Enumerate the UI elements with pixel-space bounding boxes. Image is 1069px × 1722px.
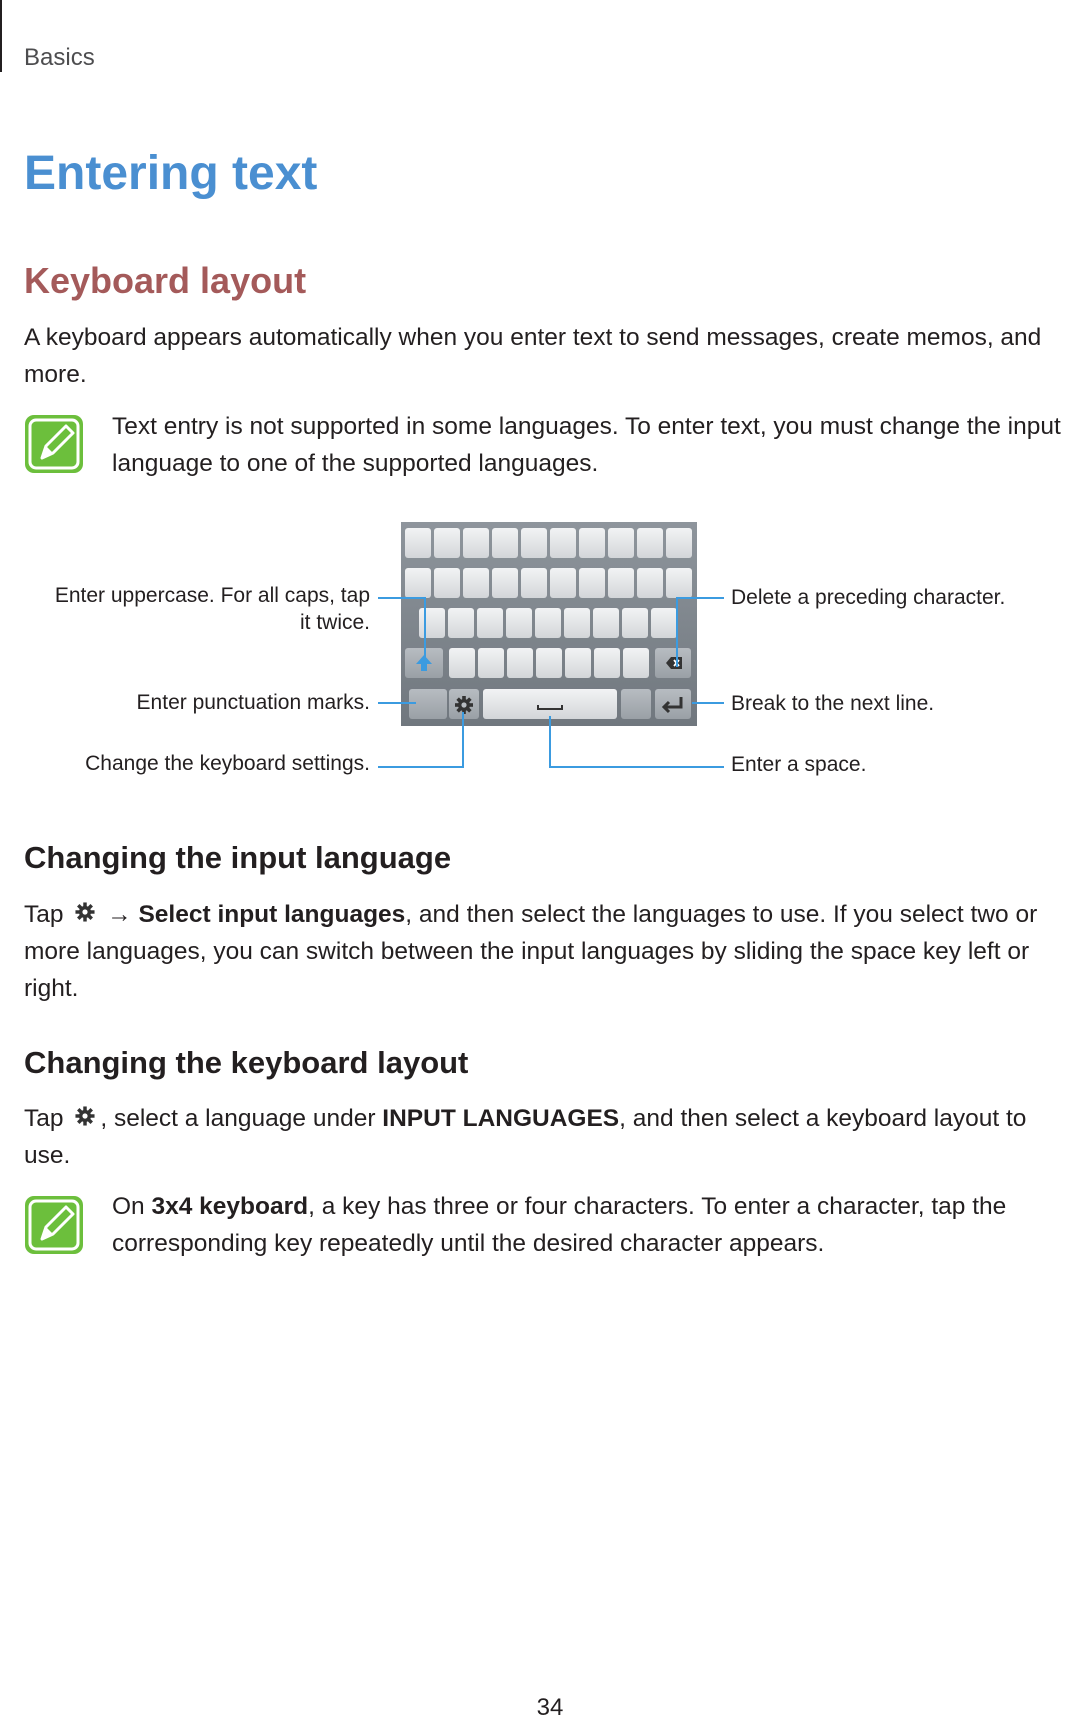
letter-key	[550, 568, 576, 598]
letter-key	[593, 608, 619, 638]
letter-key	[608, 568, 634, 598]
letter-key	[622, 608, 648, 638]
letter-key	[478, 648, 504, 678]
page-number: 34	[536, 1694, 564, 1721]
keyboard-intro: A keyboard appears automatically when you enter text to send messages, create memos, and more.	[24, 324, 1042, 388]
letter-key	[623, 648, 649, 678]
letter-key	[550, 528, 576, 558]
callout-uppercase	[20, 582, 370, 636]
note-prefix: On	[112, 1193, 145, 1220]
keyboard-layout-heading: Keyboard layout	[24, 260, 307, 301]
letter-key	[477, 608, 503, 638]
letter-key	[666, 568, 692, 598]
letter-key	[536, 648, 562, 678]
input-language-rest: , and then select the languages to use. If you select two or more languages, you can switch between the input languages by sliding the space key left or right.	[24, 901, 1038, 1002]
letter-key	[449, 648, 475, 678]
letter-key	[419, 608, 445, 638]
input-languages-label: INPUT LANGUAGES	[382, 1105, 620, 1132]
letter-key	[594, 648, 620, 678]
section-label: Basics	[24, 44, 95, 71]
letter-key	[434, 528, 460, 558]
input-language-text	[24, 896, 1069, 1007]
next-line-line	[692, 702, 724, 704]
letter-key	[405, 528, 431, 558]
letter-key	[463, 568, 489, 598]
callout-uppercase-line2: it twice.	[299, 611, 370, 634]
letter-key	[535, 608, 561, 638]
settings-line-v	[462, 712, 464, 768]
letter-key	[506, 608, 532, 638]
letter-key	[521, 528, 547, 558]
pencil-note-icon	[24, 1195, 84, 1255]
space-bar-icon	[483, 689, 617, 719]
callout-punctuation: Enter punctuation marks.	[136, 691, 370, 714]
gear-icon	[449, 689, 479, 719]
letter-key	[434, 568, 460, 598]
letter-key	[579, 568, 605, 598]
note-3x4-label: 3x4 keyboard	[151, 1193, 309, 1220]
letter-key	[507, 648, 533, 678]
corner-rule	[0, 0, 2, 72]
letter-key	[637, 528, 663, 558]
delete-line-h	[676, 597, 724, 599]
note-3x4-keyboard	[112, 1188, 1062, 1262]
select-input-languages-label: Select input languages	[138, 901, 406, 928]
letter-key	[492, 568, 518, 598]
letter-key	[492, 528, 518, 558]
keyboard-layout-change-heading: Changing the keyboard layout	[24, 1045, 469, 1080]
symbols-key	[621, 689, 651, 719]
uppercase-line-h	[378, 597, 426, 599]
settings-key	[449, 689, 479, 719]
punctuation-line	[378, 702, 416, 704]
letter-key	[608, 528, 634, 558]
backspace-icon	[655, 648, 691, 678]
space-line-v	[549, 716, 551, 768]
letter-key	[666, 528, 692, 558]
note-supported-languages: Text entry is not supported in some languages. To enter text, you must change the input language to one of the supported languages.	[112, 413, 1061, 477]
note-rest: , a key has three or four characters. To enter a character, tap the corresponding key repeatedly until the desired character appears.	[112, 1193, 1007, 1257]
keyboard-illustration	[401, 522, 697, 726]
tap-word: Tap	[24, 1105, 64, 1132]
punctuation-key	[409, 689, 447, 719]
letter-key	[565, 648, 591, 678]
callout-settings: Change the keyboard settings.	[85, 752, 370, 775]
callout-delete: Delete a preceding character.	[731, 586, 1006, 609]
space-line-h	[549, 766, 724, 768]
letter-key	[651, 608, 677, 638]
layout-text-rest: , and then select a keyboard layout to use.	[24, 1105, 1027, 1169]
delete-key	[655, 648, 691, 678]
return-arrow-icon	[655, 689, 691, 719]
space-key	[483, 689, 617, 719]
letter-key	[463, 528, 489, 558]
letter-key	[448, 608, 474, 638]
letter-key	[564, 608, 590, 638]
layout-text-before: , select a language under	[100, 1105, 376, 1132]
keyboard-layout-change-text	[24, 1100, 1069, 1174]
uppercase-line-v	[424, 597, 426, 667]
pencil-note-icon	[24, 414, 84, 474]
arrow-glyph: →	[107, 901, 132, 928]
gear-icon	[72, 899, 98, 925]
gear-icon	[72, 1103, 98, 1129]
enter-key	[655, 689, 691, 719]
page-title: Entering text	[24, 147, 318, 200]
delete-line-v	[676, 597, 678, 667]
settings-line-h	[378, 766, 464, 768]
callout-space: Enter a space.	[731, 753, 867, 776]
tap-word: Tap	[24, 901, 64, 928]
letter-key	[637, 568, 663, 598]
input-language-heading: Changing the input language	[24, 840, 452, 875]
letter-key	[405, 568, 431, 598]
callout-uppercase-line1: Enter uppercase. For all caps, tap	[54, 584, 370, 607]
callout-next-line: Break to the next line.	[731, 692, 935, 715]
letter-key	[521, 568, 547, 598]
letter-key	[579, 528, 605, 558]
